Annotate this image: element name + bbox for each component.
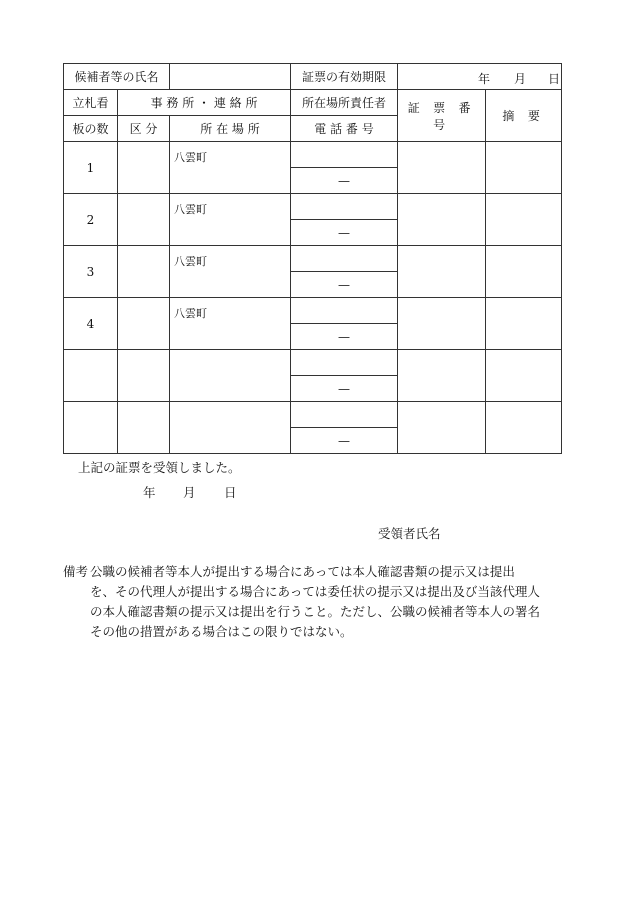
certificate-number-label: 証 票 番 号: [398, 90, 486, 142]
phone-cell[interactable]: —: [291, 324, 398, 350]
remarks-cell[interactable]: [486, 402, 562, 454]
table-row: [64, 402, 562, 428]
remarks-cell[interactable]: [486, 142, 562, 194]
category-cell[interactable]: [118, 298, 170, 350]
certificate-number-cell[interactable]: [398, 194, 486, 246]
location-cell[interactable]: 八雲町: [170, 142, 291, 194]
phone-cell[interactable]: —: [291, 428, 398, 454]
certificate-number-cell[interactable]: [398, 142, 486, 194]
manager-cell[interactable]: [291, 142, 398, 168]
site-manager-label: 所在場所責任者: [291, 90, 398, 116]
note-line-4: その他の措置がある場合はこの限りではない。: [90, 624, 353, 639]
table-row: [64, 298, 562, 324]
category-cell[interactable]: [118, 402, 170, 454]
signboard-count-top-label: 立札看: [64, 90, 118, 116]
phone-number-label: 電 話 番 号: [291, 116, 398, 142]
row-number[interactable]: [64, 350, 118, 402]
candidate-name-field[interactable]: [170, 64, 291, 90]
row-number[interactable]: [64, 402, 118, 454]
manager-cell[interactable]: [291, 246, 398, 272]
remarks-cell[interactable]: [486, 350, 562, 402]
recipient-name-label: 受領者氏名: [378, 526, 441, 541]
phone-cell[interactable]: —: [291, 220, 398, 246]
manager-cell[interactable]: [291, 298, 398, 324]
validity-year: 年: [478, 72, 491, 86]
row-number: 2: [64, 194, 118, 246]
office-contact-label: 事 務 所 ・ 連 絡 所: [118, 90, 291, 116]
manager-cell[interactable]: [291, 350, 398, 376]
note-label: 備考: [63, 564, 89, 579]
receipt-day: 日: [224, 485, 237, 500]
certificate-number-cell[interactable]: [398, 402, 486, 454]
manager-cell[interactable]: [291, 402, 398, 428]
table-row: [64, 142, 562, 168]
remarks-cell[interactable]: [486, 298, 562, 350]
candidate-name-label: 候補者等の氏名: [64, 64, 170, 90]
certificate-form-table: [63, 63, 562, 454]
category-cell[interactable]: [118, 194, 170, 246]
category-cell[interactable]: [118, 350, 170, 402]
phone-cell[interactable]: —: [291, 272, 398, 298]
phone-cell[interactable]: —: [291, 168, 398, 194]
remarks-label: 摘 要: [486, 90, 562, 142]
location-cell[interactable]: 八雲町: [170, 246, 291, 298]
validity-day: 日: [548, 72, 561, 86]
certificate-number-cell[interactable]: [398, 350, 486, 402]
row-number: 4: [64, 298, 118, 350]
location-cell[interactable]: 八雲町: [170, 194, 291, 246]
certificate-number-cell[interactable]: [398, 246, 486, 298]
receipt-statement: 上記の証票を受領しました。: [78, 460, 241, 475]
location-cell[interactable]: [170, 350, 291, 402]
location-label: 所 在 場 所: [170, 116, 291, 142]
validity-date-field[interactable]: [398, 64, 562, 90]
location-cell[interactable]: [170, 402, 291, 454]
note-line-3: の本人確認書類の提示又は提出を行うこと。ただし、公職の候補者等本人の署名: [90, 604, 541, 619]
table-row: [64, 350, 562, 376]
table-row: [64, 194, 562, 220]
receipt-year: 年: [143, 485, 156, 500]
category-cell[interactable]: [118, 246, 170, 298]
remarks-cell[interactable]: [486, 246, 562, 298]
note-body: [90, 562, 566, 642]
category-label: 区 分: [118, 116, 170, 142]
location-cell[interactable]: 八雲町: [170, 298, 291, 350]
receipt-month: 月: [183, 485, 196, 500]
note-line-1: 公職の候補者等本人が提出する場合にあっては本人確認書類の提示又は提出: [90, 564, 515, 579]
phone-cell[interactable]: —: [291, 376, 398, 402]
column-header-row-1: [64, 90, 562, 116]
manager-cell[interactable]: [291, 194, 398, 220]
category-cell[interactable]: [118, 142, 170, 194]
validity-month: 月: [514, 72, 527, 86]
row-number: 3: [64, 246, 118, 298]
certificate-validity-label: 証票の有効期限: [291, 64, 398, 90]
header-row: [64, 64, 562, 90]
certificate-number-cell[interactable]: [398, 298, 486, 350]
signboard-count-bottom-label: 板の数: [64, 116, 118, 142]
remarks-cell[interactable]: [486, 194, 562, 246]
table-row: [64, 246, 562, 272]
row-number: 1: [64, 142, 118, 194]
note-line-2: を、その代理人が提出する場合にあっては委任状の提示又は提出及び当該代理人: [90, 584, 540, 599]
